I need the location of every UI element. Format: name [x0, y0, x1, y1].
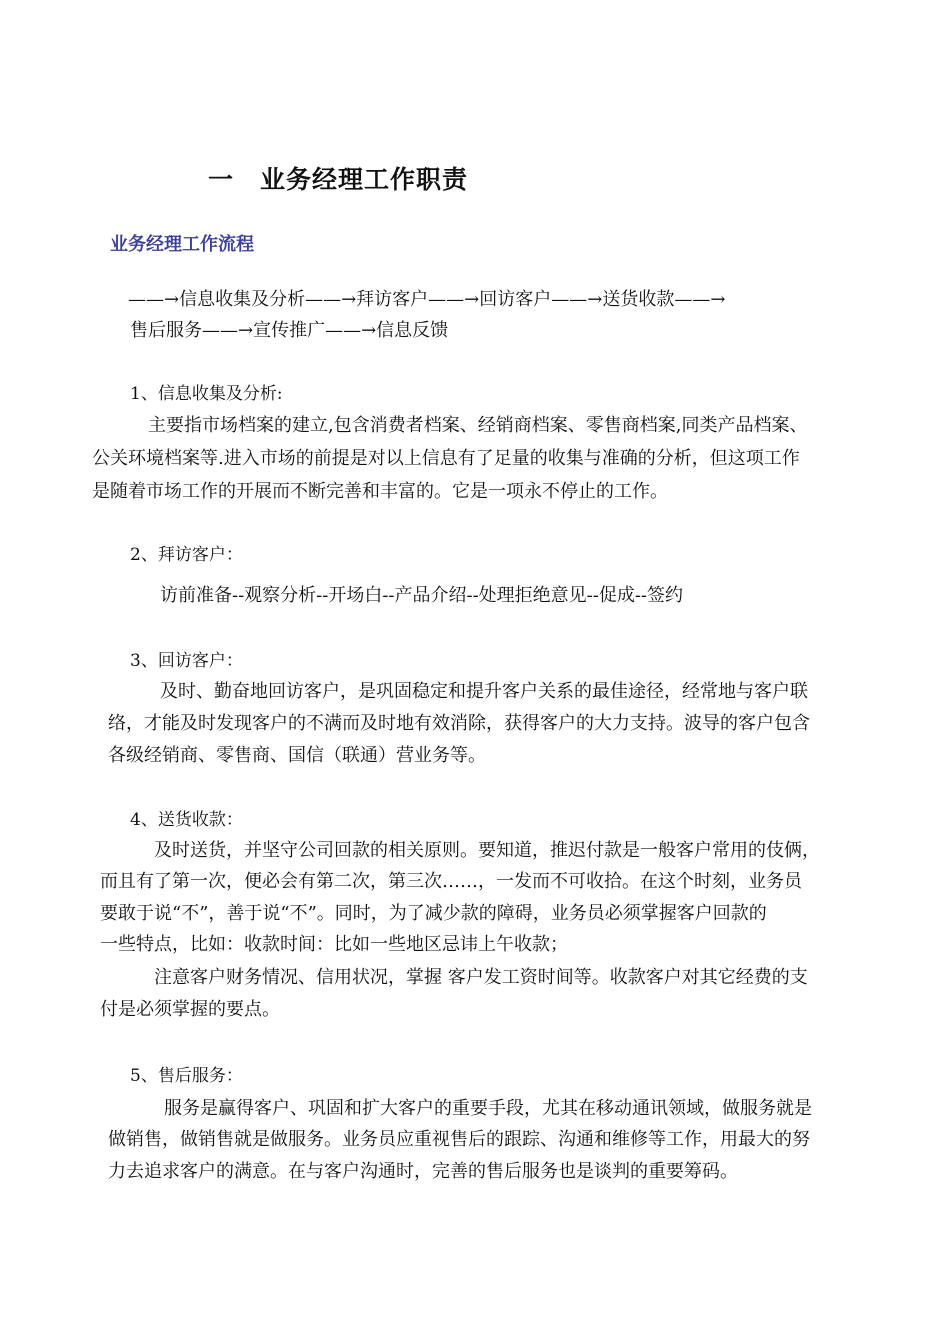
- section-heading: 5、售后服务：: [130, 1066, 243, 1086]
- paragraph-line: 及时、勤奋地回访客户，是巩固稳定和提升客户关系的最佳途径，经常地与客户联: [160, 681, 808, 702]
- paragraph-line: 络，才能及时发现客户的不满而及时地有效消除，获得客户的大力支持。波导的客户包含: [108, 713, 810, 734]
- paragraph-line: 而且有了第一次，便必会有第二次，第三次……，一发而不可收拾。在这个时刻，业务员: [100, 871, 802, 892]
- paragraph-line: 要敢于说“不”，善于说“不”。同时，为了减少款的障碍，业务员必须掌握客户回款的: [100, 903, 767, 924]
- title-number: 一: [208, 165, 235, 194]
- section-heading: 3、回访客户：: [130, 651, 243, 671]
- paragraph-line: 各级经销商、零售商、国信（联通）营业务等。: [108, 745, 486, 766]
- page-title: [208, 160, 468, 196]
- paragraph-line: 服务是赢得客户、巩固和扩大客户的重要手段，尤其在移动通讯领域，做服务就是: [164, 1098, 812, 1119]
- section-subtitle: 业务经理工作流程: [110, 234, 254, 255]
- paragraph-line: 及时送货，并坚守公司回款的相关原则。要知道，推迟付款是一般客户常用的伎俩，: [154, 840, 820, 861]
- paragraph-line: 主要指市场档案的建立,包含消费者档案、经销商档案、零售商档案,同类产品档案、: [148, 415, 808, 436]
- flow-line: 售后服务——→宣传推广——→信息反馈: [130, 320, 449, 341]
- paragraph-line: 力去追求客户的满意。在与客户沟通时，完善的售后服务也是谈判的重要筹码。: [108, 1161, 738, 1182]
- section-heading: 2、拜访客户：: [130, 545, 243, 565]
- paragraph-line: 付是必须掌握的要点。: [100, 999, 280, 1020]
- section-heading: 1、信息收集及分析:: [130, 384, 283, 404]
- paragraph-line: 做销售，做销售就是做服务。业务员应重视售后的跟踪、沟通和维修等工作，用最大的努: [108, 1129, 810, 1150]
- section-heading: 4、送货收款：: [130, 810, 243, 830]
- paragraph-line: 访前准备--观察分析--开场白--产品介绍--处理拒绝意见--促成--签约: [160, 585, 683, 606]
- title-text: 业务经理工作职责: [260, 165, 469, 194]
- paragraph-line: 是随着市场工作的开展而不断完善和丰富的。它是一项永不停止的工作。: [92, 481, 668, 502]
- paragraph-line: 公关环境档案等.进入市场的前提是对以上信息有了足量的收集与准确的分析，但这项工作: [92, 448, 800, 469]
- paragraph-line: 一些特点，比如：收款时间：比如一些地区忌讳上午收款；: [100, 934, 568, 955]
- paragraph-line: 注意客户财务情况、信用状况，掌握 客户发工资时间等。收款客户对其它经费的支: [154, 967, 808, 988]
- flow-line: ——→信息收集及分析——→拜访客户——→回访客户——→送货收款——→: [128, 289, 726, 310]
